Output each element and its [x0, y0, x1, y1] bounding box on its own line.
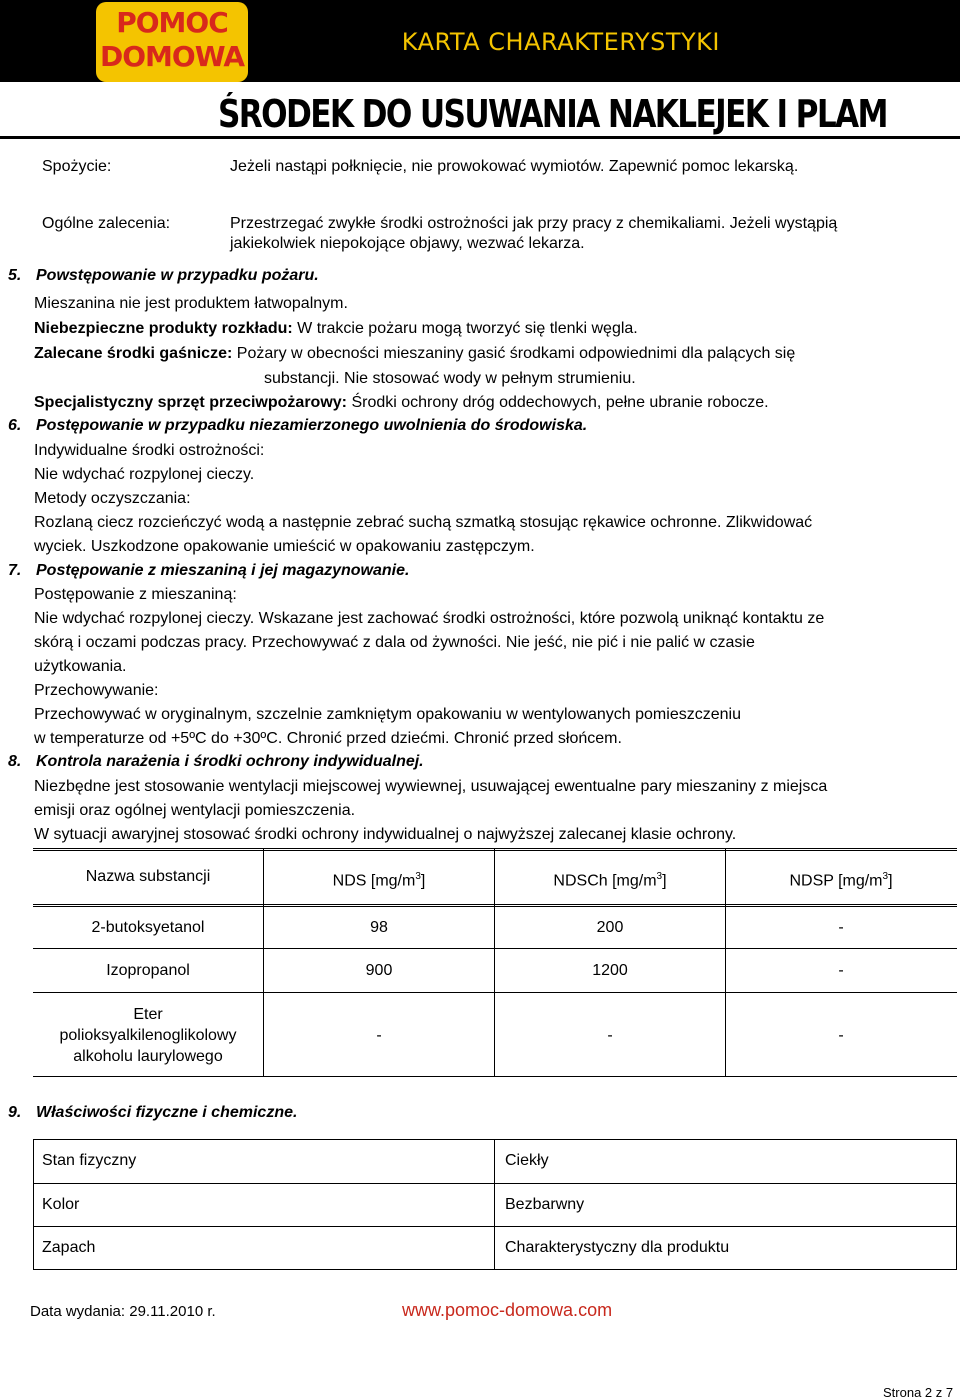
property-value: Bezbarwny — [505, 1196, 585, 1213]
table-cell-ndsp: - — [838, 1027, 844, 1044]
section-6-line-2: Nie wdychać rozpylonej cieczy. — [34, 466, 255, 483]
table-column-rule — [494, 1139, 495, 1270]
section-7-number: 7. — [8, 562, 22, 579]
table-rule — [33, 848, 957, 849]
section-7-line-5: Przechowywanie: — [34, 682, 159, 699]
logo-line-1: POMOC — [116, 6, 228, 39]
section-8-line-1: Niezbędne jest stosowanie wentylacji miejscowej wywiewnej, usuwającej ewentualne pary mieszaniny z miejsca — [34, 778, 828, 795]
general-advice-label: Ogólne zalecenia: — [42, 215, 171, 232]
section-5-number: 5. — [8, 267, 22, 284]
equipment-label: Specjalistyczny sprzęt przeciwpożarowy: — [34, 394, 347, 411]
table-cell-nds: - — [376, 1027, 382, 1044]
table-cell-ndsch: 200 — [596, 919, 624, 936]
header-ndsch: NDSCh $[mg/m^3]$ — [553, 871, 667, 890]
website-link[interactable]: www.pomoc-domowa.com — [402, 1300, 613, 1320]
product-title: ŚRODEK DO USUWANIA NAKLEJEK I PLAM — [218, 92, 887, 136]
table-rule — [33, 850, 957, 851]
extinguishing-text-1: Pożary w obecności mieszaniny gasić środkami odpowiednimi dla palących się — [236, 345, 796, 362]
section-7-line-1: Postępowanie z mieszaniną: — [34, 586, 237, 603]
section-8-number: 8. — [8, 753, 22, 770]
extinguishing-line — [34, 344, 795, 364]
header-nds: NDS $[mg/m^3]$ — [332, 871, 426, 890]
property-value: Ciekły — [505, 1152, 549, 1169]
table-cell-ndsp: - — [838, 962, 844, 979]
section-5-line-1: Mieszanina nie jest produktem łatwopalnym. — [34, 295, 348, 312]
section-6-line-3: Metody oczyszczania: — [34, 490, 191, 507]
section-6-number: 6. — [8, 417, 22, 434]
table-cell-ndsp: - — [838, 919, 844, 936]
property-value: Charakterystyczny dla produktu — [505, 1239, 730, 1256]
extinguishing-text-2: substancji. Nie stosować wody w pełnym strumieniu. — [264, 370, 636, 387]
table-rule — [33, 1226, 957, 1227]
table-rule — [33, 906, 957, 907]
table-cell-nds: 98 — [370, 919, 388, 936]
table-cell-ndsch: - — [607, 1027, 613, 1044]
table-cell-substance: Izopropanol — [106, 962, 190, 979]
property-label: Stan fizyczny — [42, 1152, 137, 1169]
section-7-line-7: w temperaturze od +5ºC do +30ºC. Chronić przed dziećmi. Chronić przed słońcem. — [34, 730, 622, 747]
section-7-line-2: Nie wdychać rozpylonej cieczy. Wskazane jest zachować środki ostrożności, które pozwolą uniknąć kontaktu ze — [34, 610, 825, 627]
equipment-line — [34, 393, 769, 413]
property-label: Zapach — [42, 1239, 96, 1256]
decomposition-text: W trakcie pożaru mogą tworzyć się tlenki węgla. — [297, 320, 638, 337]
table-rule — [33, 1269, 957, 1270]
section-8-title: Kontrola narażenia i środki ochrony indywidualnej. — [36, 753, 424, 770]
table-column-rule — [956, 1139, 957, 1270]
property-label: Kolor — [42, 1196, 80, 1213]
document-type: KARTA CHARAKTERYSTYKI — [401, 28, 720, 56]
section-9-number: 9. — [8, 1104, 22, 1121]
table-rule — [33, 1183, 957, 1184]
table-rule — [33, 948, 957, 949]
section-8-line-2: emisji oraz ogólnej wentylacji pomieszczenia. — [34, 802, 356, 819]
general-advice-text-2: jakiekolwiek niepokojące objawy, wezwać lekarza. — [230, 235, 585, 252]
header-substance-name: Nazwa substancji — [85, 868, 211, 885]
section-6-line-5: wyciek. Uszkodzone opakowanie umieścić w opakowaniu zastępczym. — [34, 538, 535, 555]
section-6-line-4: Rozlaną ciecz rozcieńczyć wodą a następnie zebrać suchą szmatką stosując rękawice ochronne. Zlikwidować — [34, 514, 813, 531]
table-rule — [33, 1076, 957, 1077]
brand-logo — [96, 2, 248, 82]
table-rule — [33, 1139, 957, 1140]
extinguishing-label: Zalecane środki gaśnicze: — [34, 345, 233, 362]
logo-line-2: DOMOWA — [99, 40, 244, 73]
section-8-line-3: W sytuacji awaryjnej stosować środki ochrony indywidualnej o najwyższej zalecanej klasie ochrony. — [34, 826, 737, 843]
table-rule — [33, 992, 957, 993]
table-rule — [33, 904, 957, 905]
table-cell-substance: 2-butoksyetanol — [91, 919, 205, 936]
equipment-text: Środki ochrony dróg oddechowych, pełne ubranie robocze. — [351, 394, 769, 411]
ingestion-text: Jeżeli nastąpi połknięcie, nie prowokować wymiotów. Zapewnić pomoc lekarską. — [230, 158, 799, 175]
table-cell-nds: 900 — [365, 962, 393, 979]
decomposition-label: Niebezpieczne produkty rozkładu: — [34, 320, 293, 337]
section-9-title: Właściwości fizyczne i chemiczne. — [36, 1104, 298, 1121]
section-5-title: Powstępowanie w przypadku pożaru. — [36, 267, 319, 284]
decomposition-line — [34, 319, 638, 339]
table-cell-ndsch: 1200 — [592, 962, 628, 979]
section-7-line-4: użytkowania. — [34, 658, 127, 675]
section-7-title: Postępowanie z mieszaniną i jej magazynowanie. — [36, 562, 410, 579]
table-column-rule — [33, 1139, 34, 1270]
section-7-line-3: skórą i oczami podczas pracy. Przechowywać z dala od żywności. Nie jeść, nie pić i nie palić w czasie — [34, 634, 755, 651]
section-6-title: Postępowanie w przypadku niezamierzonego uwolnienia do środowiska. — [36, 417, 588, 434]
general-advice-text-1: Przestrzegać zwykłe środki ostrożności jak przy pracy z chemikaliami. Jeżeli wystąpią — [230, 215, 838, 232]
table-cell-substance: Eter polioksyalkilenoglikolowy alkoholu laurylowego — [59, 1006, 237, 1065]
section-7-line-6: Przechowywać w oryginalnym, szczelnie zamkniętym opakowaniu w wentylowanych pomieszczeniu — [34, 706, 741, 723]
page-number: Strona 2 z 7 — [883, 1385, 954, 1400]
header-ndsp: NDSP $[mg/m^3]$ — [789, 871, 893, 890]
title-divider — [0, 136, 960, 139]
ingestion-label: Spożycie: — [42, 158, 112, 175]
issue-date: Data wydania: 29.11.2010 r. — [30, 1303, 216, 1320]
section-6-line-1: Indywidualne środki ostrożności: — [34, 442, 265, 459]
